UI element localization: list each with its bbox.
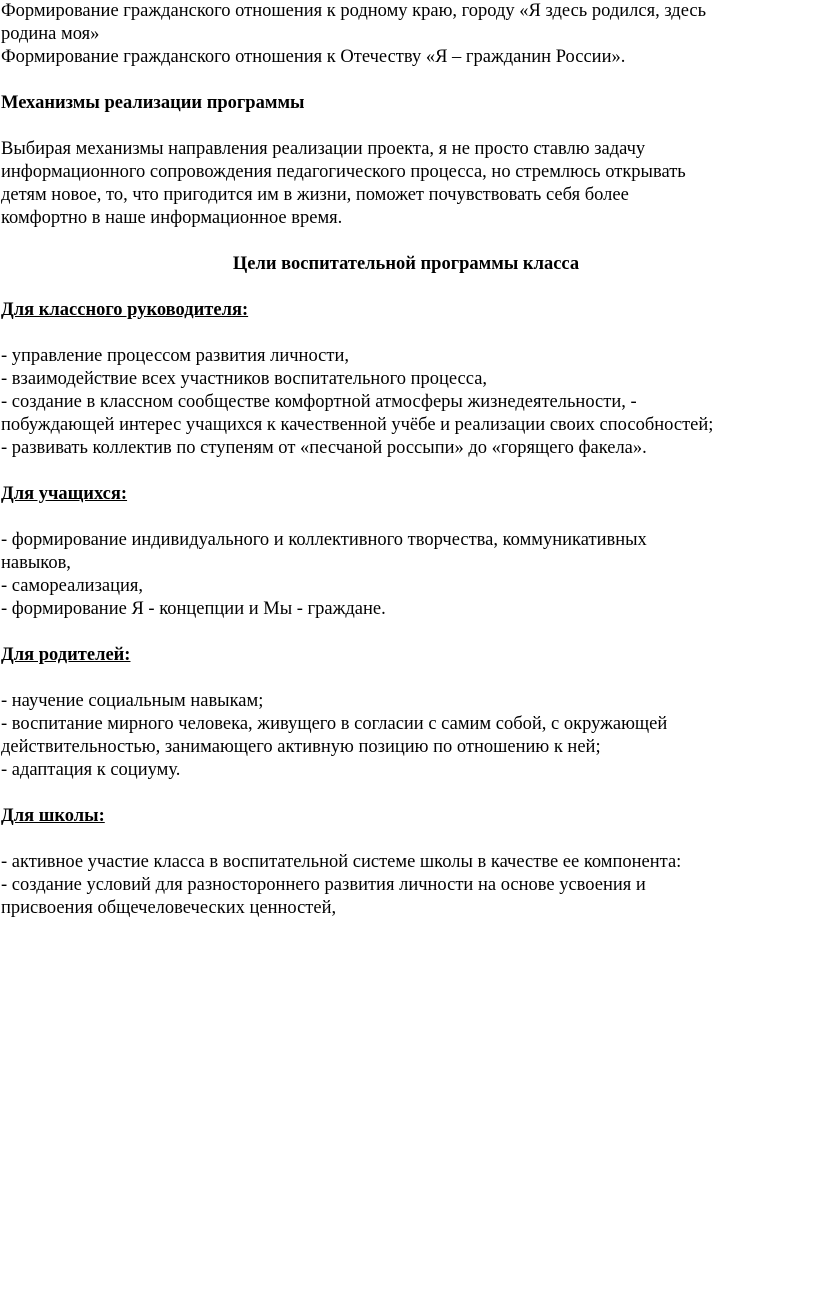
mechanisms-paragraph: [1, 138, 811, 230]
text-line: родина моя»: [1, 24, 100, 44]
list-item: побуждающей интерес учащихся к качественной учёбе и реализации своих способностей;: [1, 415, 714, 435]
text-line: детям новое, то, что пригодится им в жизни, поможет почувствовать себя более: [1, 185, 629, 205]
text-line: Формирование гражданского отношения к Отечеству «Я – гражданин России».: [1, 47, 626, 67]
list-item: - адаптация к социуму.: [1, 760, 181, 780]
parents-heading: Для родителей:: [1, 645, 131, 665]
students-heading: Для учащихся:: [1, 484, 128, 504]
blank-line: [1, 460, 811, 483]
list-item: навыков,: [1, 553, 71, 573]
document-page: [1, 0, 811, 920]
blank-line: [1, 69, 811, 92]
text-line: информационного сопровождения педагогического процесса, но стремлюсь открывать: [1, 162, 686, 182]
blank-line: [1, 667, 811, 690]
parents-section: [1, 644, 811, 782]
teacher-section: [1, 299, 811, 460]
intro-paragraph: [1, 0, 811, 69]
blank-line: [1, 276, 811, 299]
students-section: [1, 483, 811, 621]
teacher-heading: Для классного руководителя:: [1, 300, 249, 320]
list-item: - активное участие класса в воспитательной системе школы в качестве ее компонента:: [1, 852, 682, 872]
blank-line: [1, 828, 811, 851]
list-item: - воспитание мирного человека, живущего в согласии с самим собой, с окружающей: [1, 714, 668, 734]
goals-title: Цели воспитательной программы класса: [232, 254, 580, 274]
text-line: Выбирая механизмы направления реализации проекта, я не просто ставлю задачу: [1, 139, 646, 159]
blank-line: [1, 322, 811, 345]
school-heading: Для школы:: [1, 806, 105, 826]
list-item: - создание условий для разностороннего развития личности на основе усвоения и: [1, 875, 646, 895]
mechanisms-heading: Механизмы реализации программы: [1, 93, 305, 113]
text-line: Формирование гражданского отношения к родному краю, городу «Я здесь родился, здесь: [1, 1, 707, 21]
list-item: действительностью, занимающего активную позицию по отношению к ней;: [1, 737, 601, 757]
blank-line: [1, 115, 811, 138]
school-section: [1, 805, 811, 920]
list-item: - создание в классном сообществе комфортной атмосферы жизнедеятельности, -: [1, 392, 637, 412]
list-item: - взаимодействие всех участников воспитательного процесса,: [1, 369, 488, 389]
blank-line: [1, 782, 811, 805]
blank-line: [1, 506, 811, 529]
list-item: присвоения общечеловеческих ценностей,: [1, 898, 337, 918]
list-item: - развивать коллектив по ступеням от «песчаной россыпи» до «горящего факела».: [1, 438, 647, 458]
list-item: - формирование Я - концепции и Мы - граждане.: [1, 599, 386, 619]
list-item: - управление процессом развития личности,: [1, 346, 349, 366]
list-item: - формирование индивидуального и коллективного творчества, коммуникативных: [1, 530, 647, 550]
list-item: - самореализация,: [1, 576, 144, 596]
text-line: комфортно в наше информационное время.: [1, 208, 343, 228]
list-item: - научение социальным навыкам;: [1, 691, 264, 711]
blank-line: [1, 621, 811, 644]
blank-line: [1, 230, 811, 253]
